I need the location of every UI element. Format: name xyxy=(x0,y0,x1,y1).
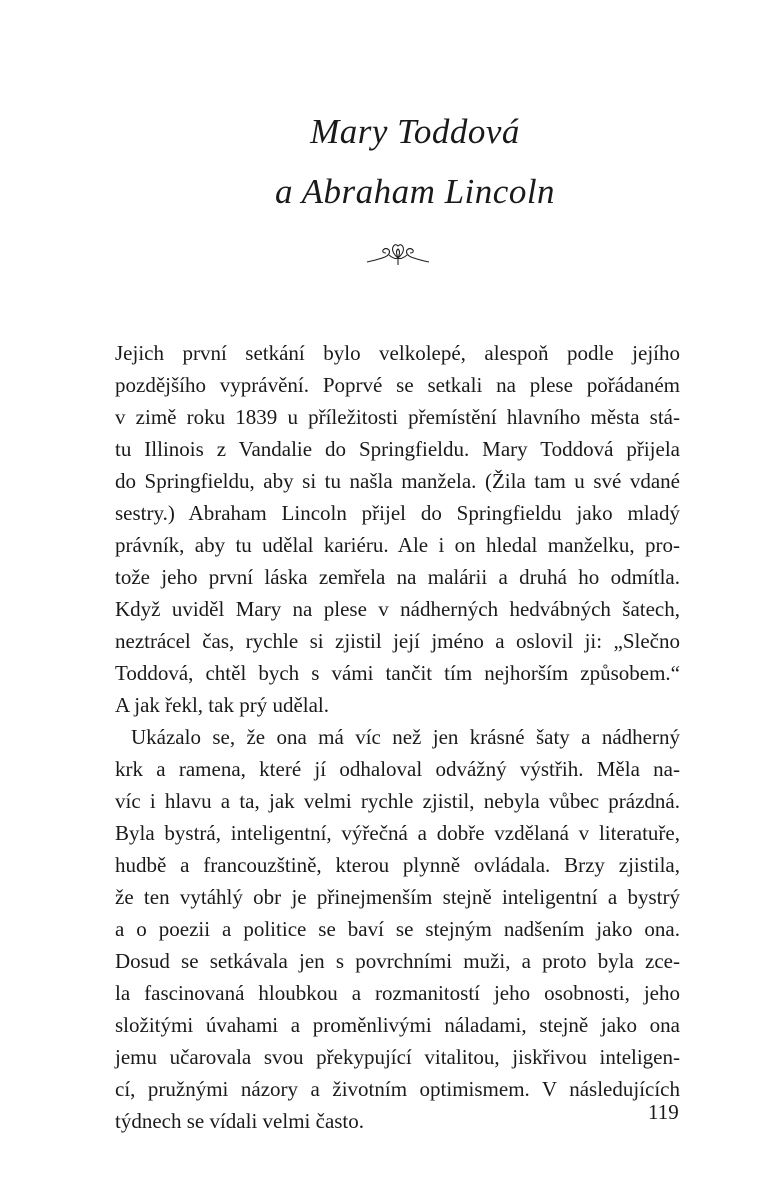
text-line: Jejich první setkání bylo velkolepé, alespoň podle jejího xyxy=(115,341,680,365)
text-line: v zimě roku 1839 u příležitosti přemístění hlavního města stá- xyxy=(115,405,680,429)
text-line: že ten vytáhlý obr je přinejmenším stejně inteligentní a bystrý xyxy=(115,885,680,909)
text-line: krk a ramena, které jí odhaloval odvážný výstřih. Měla na- xyxy=(115,757,680,781)
body-text xyxy=(115,337,680,1137)
text-line: a o poezii a politice se baví se stejným nadšením jako ona. xyxy=(115,917,680,941)
text-line: do Springfieldu, aby si tu našla manžela. (Žila tam u své vdané xyxy=(115,469,680,493)
chapter-title-line-1: Mary Toddová xyxy=(310,112,520,151)
text-line: právník, aby tu udělal kariéru. Ale i on hledal manželku, pro- xyxy=(115,533,680,557)
text-line: pozdějšího vyprávění. Poprvé se setkali na plese pořádaném xyxy=(115,373,680,397)
text-line: Když uviděl Mary na plese v nádherných hedvábných šatech, xyxy=(115,597,680,621)
text-line: neztrácel čas, rychle si zjistil její jméno a oslovil ji: „Slečno xyxy=(115,629,680,653)
fleuron-ornament-icon xyxy=(365,240,431,268)
text-line: hudbě a francouzštině, kterou plynně ovládala. Brzy zjistila, xyxy=(115,853,680,877)
page-number: 119 xyxy=(648,1100,679,1124)
text-line: Toddová, chtěl bych s vámi tančit tím nejhorším způsobem.“ xyxy=(115,661,680,685)
paragraph xyxy=(115,721,680,1137)
text-line: A jak řekl, tak prý udělal. xyxy=(115,693,330,717)
chapter-title-line-2: a Abraham Lincoln xyxy=(274,172,556,211)
text-line: tože jeho první láska zemřela na malárii a druhá ho odmítla. xyxy=(115,565,680,589)
text-line: jemu učarovala svou překypující vitalitou, jiskřivou inteligen- xyxy=(115,1045,680,1069)
text-line: Byla bystrá, inteligentní, výřečná a dobře vzdělaná v literatuře, xyxy=(115,821,680,845)
text-line: Dosud se setkávala jen s povrchními muži, a proto byla zce- xyxy=(115,949,680,973)
text-line: složitými úvahami a proměnlivými náladami, stejně jako ona xyxy=(115,1013,680,1037)
text-line: la fascinovaná hloubkou a rozmanitostí jeho osobnosti, jeho xyxy=(115,981,680,1005)
text-line: týdnech se vídali velmi často. xyxy=(115,1109,365,1133)
text-line: cí, pružnými názory a životním optimismem. V následujících xyxy=(115,1077,680,1101)
text-line: sestry.) Abraham Lincoln přijel do Springfieldu jako mladý xyxy=(115,501,680,525)
text-line: víc i hlavu a ta, jak velmi rychle zjistil, nebyla vůbec prázdná. xyxy=(115,789,680,813)
text-line: Ukázalo se, že ona má víc než jen krásné šaty a nádherný xyxy=(131,725,680,749)
text-line: tu Illinois z Vandalie do Springfieldu. Mary Toddová přijela xyxy=(115,437,680,461)
paragraph xyxy=(115,337,680,721)
